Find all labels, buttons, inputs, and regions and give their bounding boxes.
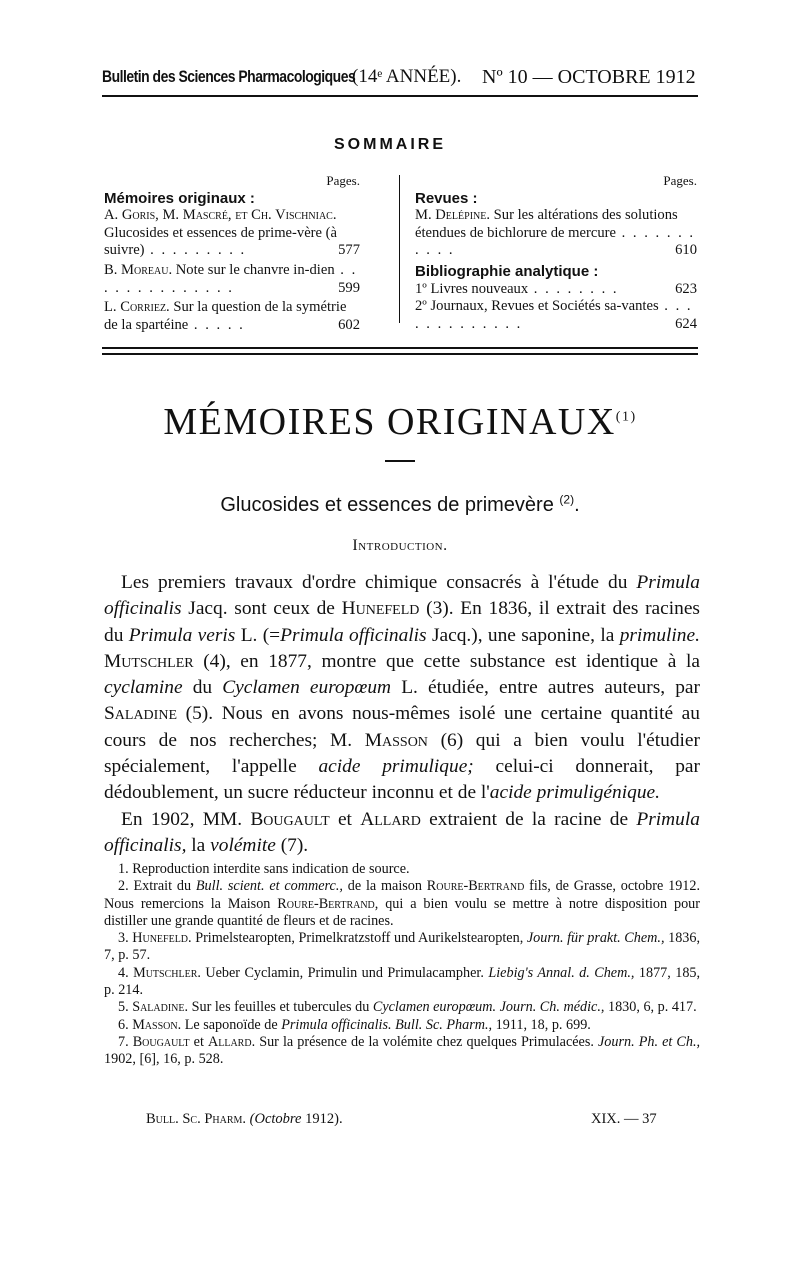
pages-label: Pages. <box>326 173 360 188</box>
footnotes <box>104 861 700 1069</box>
footnote: 7. Bougault et Allard. Sur la présence de la volémite chez quelques Primulacées. Journ. Ph. et Ch., 1902, [6], 16, p. 528. <box>104 1033 701 1068</box>
footer-left: Bull. Sc. Pharm. (Octobre 1912). <box>146 1111 343 1127</box>
toc-entry: B. Moreau. Note sur le chanvre in-dien . . . . . . . . . . . . . . 599 <box>104 261 360 296</box>
footer-right: XIX. — 37 <box>591 1111 657 1127</box>
pages-label: Pages. <box>663 173 697 188</box>
title-underline <box>385 460 415 462</box>
toc-entry: 1º Livres nouveaux . . . . . . . . 623 <box>415 280 697 297</box>
double-rule-top <box>102 347 698 349</box>
issue-label: Nº 10 — OCTOBRE 1912 <box>482 66 696 88</box>
summary-divider <box>399 175 400 323</box>
footnote: 6. Masson. Le saponoïde de Primula officinalis. Bull. Sc. Pharm., 1911, 18, p. 699. <box>118 1016 591 1033</box>
footnote: 3. Hunefeld. Primelstearopten, Primelkratzstoff und Aurikelstearopten, Journ. für prakt. Chem., 1836, 7, p. 57. <box>104 930 701 964</box>
footnote: 4. Mutschler. Ueber Cyclamin, Primulin und Primulacampher. Liebig's Annal. d. Chem., 1877, 185, p. 214. <box>104 964 701 999</box>
year-label: (14ᵉ ANNÉE). <box>352 66 462 87</box>
double-rule-bottom <box>102 353 698 355</box>
summary-right-column <box>415 172 697 333</box>
footnote: 5. Saladine. Sur les feuilles et tubercules du Cyclamen europœum. Journ. Ch. médic., 1830, 6, p. 417. <box>118 999 697 1016</box>
paragraph: Les premiers travaux d'ordre chimique consacrés à l'étude du Primula officinalis Jacq. sont ceux de Hunefeld (3). En 1836, il extrait des racines du Primula veris L. (=Primula officinalis Jacq.), une saponine, la primuline. Mutschler (4), en 1877, montre que cette substance est identique à la cyclamine du Cyclamen europœum L. étudiée, entre autres auteurs, par Saladine (5). Nous en avons nous-mêmes isolé une certaine quantité au cours de nos recherches; M. Masson (6) qui a bien voulu l'étudier spécialement, l'appelle acide primulique; celui-ci donnerait, par dédoublement, un sucre réducteur inconnu et de l'acide primuligénique. <box>104 572 701 804</box>
main-title: MÉMOIRES ORIGINAUX$^{(1)}$ <box>163 401 637 443</box>
header-rule <box>102 95 698 97</box>
footnote: 2. Extrait du Bull. scient. et commerc., de la maison Roure-Bertrand fils, de Grasse, octobre 1912. Nous remercions la Maison Roure-Bertrand, qui a bien voulu se mettre à notre disposition pour distiller une grande quantité de fleurs et de racines. <box>104 878 701 929</box>
toc-entry: A. Goris, M. Mascré, et Ch. Vischniac. Glucosides et essences de prime-vère (à suivre) . . . . . . . . . 577 <box>104 207 360 259</box>
intro-heading: Introduction. <box>352 537 448 554</box>
paragraph: En 1902, MM. Bougault et Allard extraient de la racine de Primula officinalis, la volémite (7). <box>104 808 700 856</box>
toc-entry: L. Corriez. Sur la question de la symétrie de la spartéine . . . . . 602 <box>104 299 360 333</box>
article-body <box>104 570 700 859</box>
section-memoires: Mémoires originaux : <box>104 189 255 207</box>
toc-entry: M. Delépine. Sur les altérations des solutions étendues de bichlorure de mercure . . . . . . . . . . . 610 <box>415 207 697 259</box>
footnote: 1. Reproduction interdite sans indication de source. <box>118 861 410 877</box>
toc-entry: 2º Journaux, Revues et Sociétés sa-vantes . . . . . . . . . . . . . 624 <box>415 298 697 332</box>
article-title: Glucosides et essences de primevère $^{(2)}$. <box>220 492 580 516</box>
journal-title: Bulletin des Sciences Pharmacologiques <box>102 67 356 86</box>
section-bibliographie: Bibliographie analytique : <box>415 262 599 280</box>
summary-left-column <box>104 172 360 334</box>
section-revues: Revues : <box>415 189 478 207</box>
summary-title: SOMMAIRE <box>334 136 446 153</box>
